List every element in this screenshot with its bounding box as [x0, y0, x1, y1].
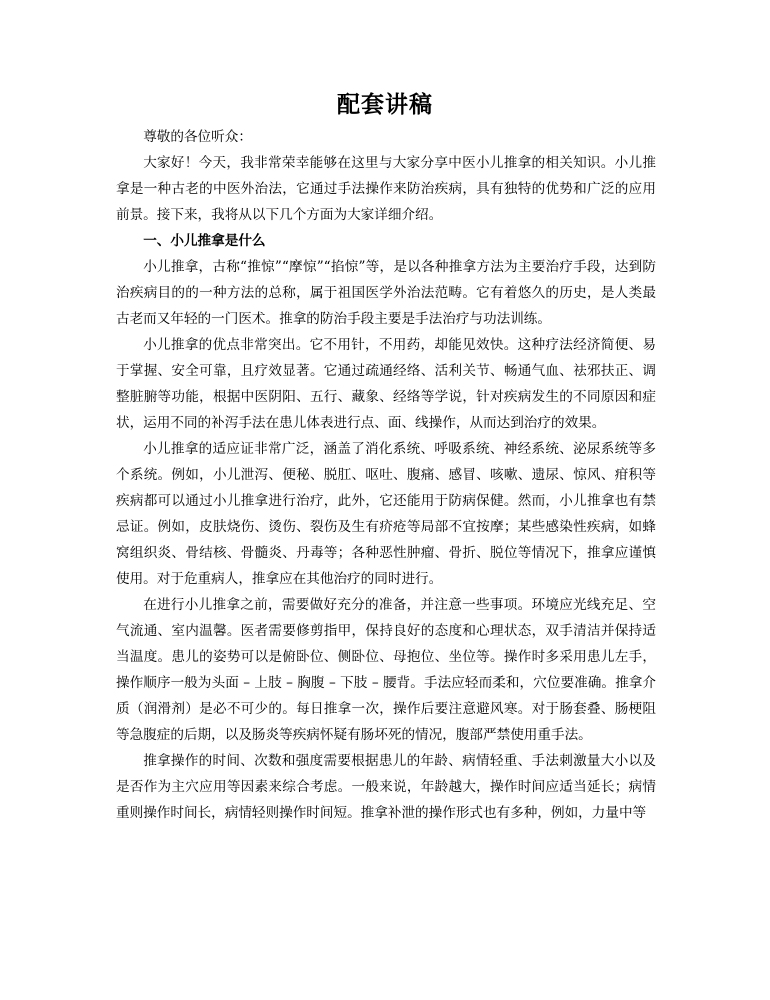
section-heading: 一、小儿推拿是什么 — [143, 233, 266, 249]
document-body — [116, 124, 656, 826]
body-paragraph: 小儿推拿的适应证非常广泛，涵盖了消化系统、呼吸系统、神经系统、泌尿系统等多个系统。例如，小儿泄泻、便秘、脱肛、呕吐、腹痛、感冒、咳嗽、遗尿、惊风、疳积等疾病都可以通过小儿推拿进行治疗，此外，它还能用于防病保健。然而，小儿推拿也有禁忌证。例如，皮肤烧伤、烫伤、裂伤及生有疥疮等局部不宜按摩；某些感染性疾病，如蜂窝组织炎、骨结核、骨髓炎、丹毒等；各种恶性肿瘤、骨折、脱位等情况下，推拿应谨慎使用。对于危重病人，推拿应在其他治疗的同时进行。 — [116, 441, 656, 587]
body-paragraph: 小儿推拿的优点非常突出。它不用针，不用药，却能见效快。这种疗法经济简便、易于掌握、安全可靠，且疗效显著。它通过疏通经络、活利关节、畅通气血、祛邪扶正、调整脏腑等功能，根据中医阴阳、五行、藏象、经络等学说，针对疾病发生的不同原因和症状，运用不同的补泻手法在患儿体表进行点、面、线操作，从而达到治疗的效果。 — [116, 337, 656, 431]
body-paragraph: 推拿操作的时间、次数和强度需要根据患儿的年龄、病情轻重、手法刺激量大小以及是否作为主穴应用等因素来综合考虑。一般来说，年龄越大，操作时间应适当延长；病情重则操作时间长，病情轻则操作时间短。推拿补泄的操作形式也有多种，例如，力量中等 — [116, 753, 656, 821]
intro-paragraph: 大家好！今天，我非常荣幸能够在这里与大家分享中医小儿推拿的相关知识。小儿推拿是一种古老的中医外治法，它通过手法操作来防治疾病，具有独特的优势和广泛的应用前景。接下来，我将从以下几个方面为大家详细介绍。 — [116, 155, 656, 223]
page-title: 配套讲稿 — [337, 91, 433, 118]
body-paragraph: 在进行小儿推拿之前，需要做好充分的准备，并注意一些事项。环境应光线充足、空气流通、室内温馨。医者需要修剪指甲，保持良好的态度和心理状态，双手清洁并保持适当温度。患儿的姿势可以是俯卧位、侧卧位、母抱位、坐位等。操作时多采用患儿左手，操作顺序一般为头面 – 上肢 – 胸腹 – 下肢 – 腰背。手法应轻而柔和，穴位要准确。推拿介质（润滑剂）是必不可少的。每日推拿一次，操作后要注意避风寒。对于肠套叠、肠梗阻等急腹症的后期，以及肠炎等疾病怀疑有肠坏死的情况，腹部严禁使用重手法。 — [116, 597, 656, 743]
body-paragraph: 小儿推拿，古称“推惊”“摩惊”“掐惊”等，是以各种推拿方法为主要治疗手段，达到防治疾病目的的一种方法的总称，属于祖国医学外治法范畴。它有着悠久的历史，是人类最古老而又年轻的一门医术。推拿的防治手段主要是手法治疗与功法训练。 — [116, 259, 656, 327]
salutation-paragraph: 尊敬的各位听众： — [143, 129, 252, 145]
